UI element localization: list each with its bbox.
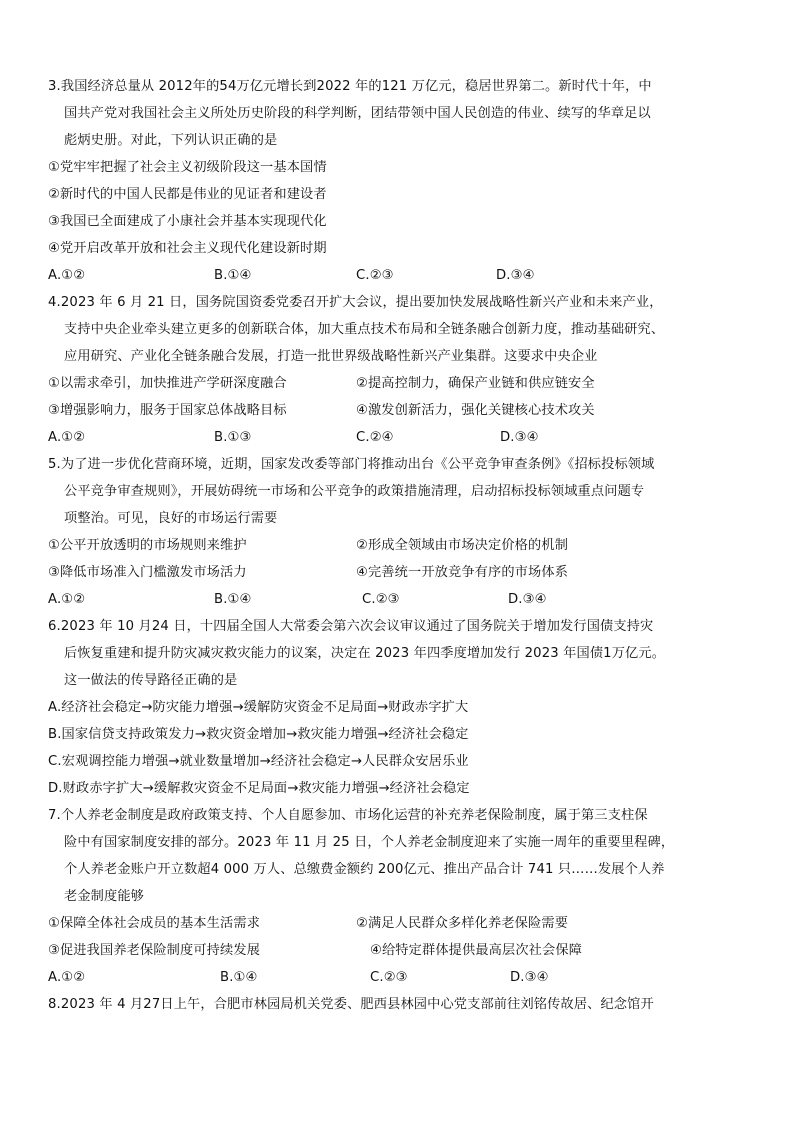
q7-option-b: B.①④: [220, 970, 258, 985]
q7-option-a: A.①②: [48, 970, 86, 985]
q6-option-b: B.国家信贷支持政策发力→救灾资金增加→救灾能力增强→经济社会稳定: [48, 727, 469, 742]
q7-option-d: D.③④: [510, 970, 549, 985]
q7-item-1: ①保障全体社会成员的基本生活需求: [48, 916, 261, 931]
q8-stem-line-1: 8.2023 年 4 月27日上午，合肥市林园局机关党委、肥西县林园中心党支部前往刘铭传故居、纪念馆开: [48, 997, 654, 1012]
q7-stem-line-1: 7.个人养老金制度是政府政策支持、个人自愿参加、市场化运营的补充养老保险制度，属于第三支柱保: [48, 808, 648, 823]
q5-option-c: C.②③: [362, 592, 400, 607]
q3-item-4: ④党开启改革开放和社会主义现代化建设新时期: [48, 241, 327, 256]
q5-stem-line-2: 公平竞争审查规则》，开展妨碍统一市场和公平竞争的政策措施清理，启动招标投标领域重点问题专: [64, 484, 645, 499]
q4-option-a: A.①②: [48, 430, 86, 445]
q4-stem-line-1: 4.2023 年 6 月 21 日，国务院国资委党委召开扩大会议，提出要加快发展战略性新兴产业和未来产业，: [48, 295, 663, 310]
q3-item-3: ③我国已全面建成了小康社会并基本实现现代化: [48, 214, 327, 229]
q7-item-2: ②满足人民群众多样化养老保险需要: [356, 916, 569, 931]
q5-item-1: ①公平开放透明的市场规则来维护: [48, 538, 247, 553]
q3-item-2: ②新时代的中国人民都是伟业的见证者和建设者: [48, 187, 327, 202]
q5-option-d: D.③④: [508, 592, 547, 607]
q7-option-c: C.②③: [370, 970, 408, 985]
q3-option-b: B.①④: [214, 268, 252, 283]
q7-item-4: ④给特定群体提供最高层次社会保障: [370, 943, 583, 958]
q3-stem-line-1: 3.我国经济总量从 2012年的54万亿元增长到2022 年的121 万亿元，稳居世界第二。新时代十年，中: [48, 79, 652, 94]
q6-option-c: C.宏观调控能力增强→就业数量增加→经济社会稳定→人民群众安居乐业: [48, 754, 469, 769]
q3-option-a: A.①②: [48, 268, 86, 283]
q3-item-1: ①党牢牢把握了社会主义初级阶段这一基本国情: [48, 160, 327, 175]
q4-item-4: ④激发创新活力，强化关键核心技术攻关: [356, 403, 595, 418]
q7-stem-line-4: 老金制度能够: [64, 889, 145, 904]
q7-stem-line-3: 个人养老金账户开立数超4 000 万人、总缴费金额约 200亿元、推出产品合计 741 只……发展个人养: [64, 862, 665, 877]
q4-option-b: B.①③: [214, 430, 252, 445]
q5-item-2: ②形成全领域由市场决定价格的机制: [356, 538, 569, 553]
q5-stem-line-1: 5.为了进一步优化营商环境，近期，国家发改委等部门将推动出台《公平竞争审查条例》《招标投标领域: [48, 457, 655, 472]
q3-option-d: D.③④: [496, 268, 535, 283]
q6-option-a: A.经济社会稳定→防灾能力增强→缓解防灾资金不足局面→财政赤字扩大: [48, 700, 469, 715]
q5-option-b: B.①④: [214, 592, 252, 607]
q4-option-c: C.②④: [356, 430, 394, 445]
q6-stem-line-3: 这一做法的传导路径正确的是: [64, 673, 238, 688]
q4-item-3: ③增强影响力，服务于国家总体战略目标: [48, 403, 287, 418]
q6-option-d: D.财政赤字扩大→缓解救灾资金不足局面→救灾能力增强→经济社会稳定: [48, 781, 470, 796]
q3-stem-line-3: 彪炳史册。对此，下列认识正确的是: [64, 133, 278, 148]
q6-stem-line-2: 后恢复重建和提升防灾减灾救灾能力的议案，决定在 2023 年四季度增加发行 2023 年国债1万亿元。: [64, 646, 666, 661]
q3-option-c: C.②③: [356, 268, 394, 283]
q4-stem-line-3: 应用研究、产业化全链条融合发展，打造一批世界级战略性新兴产业集群。这要求中央企业: [64, 349, 598, 364]
q5-option-a: A.①②: [48, 592, 86, 607]
q4-option-d: D.③④: [500, 430, 539, 445]
q4-item-1: ①以需求牵引，加快推进产学研深度融合: [48, 376, 287, 391]
q5-stem-line-3: 项整治。可见，良好的市场运行需要: [64, 511, 278, 526]
q7-stem-line-2: 险中有国家制度安排的部分。2023 年 11 月 25 日，个人养老金制度迎来了实施一周年的重要里程碑，: [64, 835, 675, 850]
q6-stem-line-1: 6.2023 年 10 月24 日，十四届全国人大常委会第六次会议审议通过了国务院关于增加发行国债支持灾: [48, 619, 654, 634]
q4-item-2: ②提高控制力，确保产业链和供应链安全: [356, 376, 595, 391]
q7-item-3: ③促进我国养老保险制度可持续发展: [48, 943, 261, 958]
q3-stem-line-2: 国共产党对我国社会主义所处历史阶段的科学判断，团结带领中国人民创造的伟业、续写的华章足以: [64, 106, 651, 121]
q5-item-4: ④完善统一开放竞争有序的市场体系: [356, 565, 569, 580]
q4-stem-line-2: 支持中央企业牵头建立更多的创新联合体，加大重点技术布局和全链条融合创新力度，推动基础研究、: [64, 322, 665, 337]
q5-item-3: ③降低市场准入门槛激发市场活力: [48, 565, 247, 580]
